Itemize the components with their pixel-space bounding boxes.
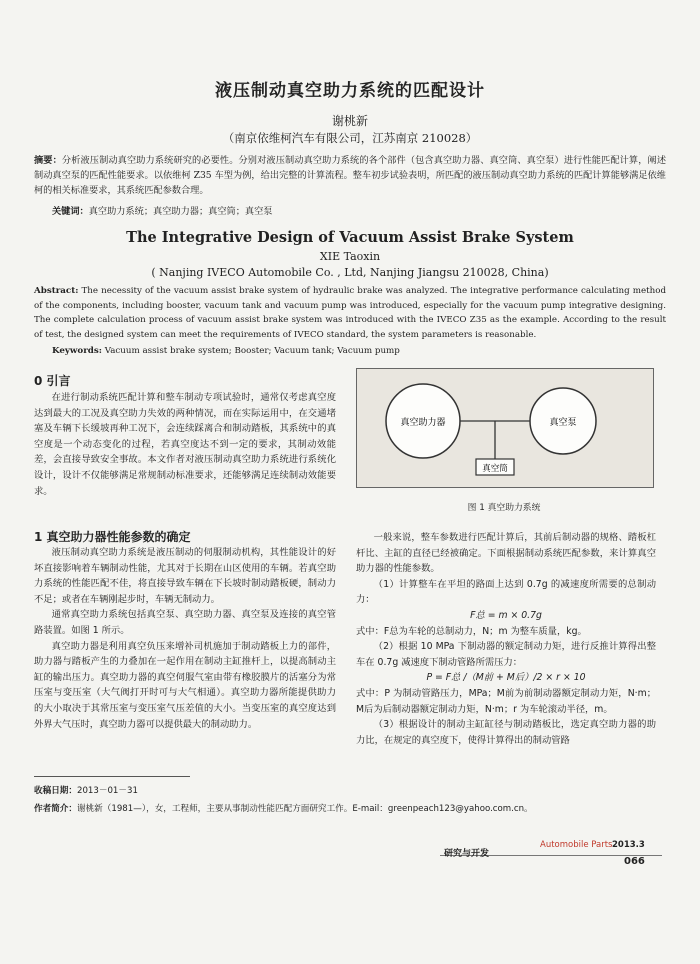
keywords-cn [52,203,273,217]
abstract-en-label: Abstract: [34,286,79,296]
keywords-cn-label: 关键词： [52,206,89,217]
right-para: 式中：F总为车轮的总制动力，N；m 为整车质量，kg。 [356,625,587,637]
page-number: 066 [624,856,645,867]
received-date: 2013－01－31 [76,786,138,796]
journal-name: Automobile Parts [540,840,613,850]
author-en: XIE Taoxin [319,250,381,263]
booster-label: 真空助力器 [400,418,446,428]
abstract-cn [34,153,666,198]
journal-issue: 2013.3 [612,840,645,850]
footnote-received [34,784,666,796]
author-name: 谢桃新 [331,114,368,128]
right-para: （1）计算整车在平坦的路面上达到 0.7g 的减速度所需要的总制动力： [356,578,656,606]
paper-title: 液压制动真空助力系统的匹配设计 [215,81,485,101]
right-column-body [356,530,656,748]
section-0-body [34,390,336,499]
abstract-en-text: The necessity of the vacuum assist brake system of hydraulic brake was analyzed. The integrative performance calculating method of the components, including booster, vacuum tank and vacuum pump was introduced, especially for the vacuum pump integrative designing. The complete calculation process of vacuum assist brake system was introduced with the IVECO Z35 as the example. According to the result of test, the designed system can meet the requirements of IVECO standard, the system parameters is reasonable. [34,286,667,340]
right-para: （3）根据设计的制动主缸缸径与制动踏板比，选定真空助力器的助力比，在规定的真空度下，使得计算得出的制动管路 [356,719,656,746]
abstract-en [34,284,666,342]
pump-label: 真空泵 [549,418,577,428]
received-label: 收稿日期： [34,786,77,796]
right-para: （2）根据 10 MPa 下制动器的额定制动力矩，进行反推计算得出整车在 0.7g 减速度下制动管路所需压力： [356,641,656,668]
bio-text: 谢桃新（1981—），女，工程师，主要从事制动性能匹配方面研究工作。E-mail：greenpeach123@yahoo.com.cn。 [76,804,533,814]
section-0-text: 在进行制动系统匹配计算和整车制动专项试验时，通常仅考虑真空度达到最大的工况及真空助力失效的两种情况，而在实际运用中，在交通堵塞及车辆下长缓坡再种工况下，会连续踩离合和制动踏板，其系统中的真空度是一个动态变化的过程，若真空度达不到一定的要求，其制动效能差，会直接导致安全事故。本文作者对液压制动真空助力系统进行系统化设计，设计不仅能够满足常规制动标准要求，还能够满足连续制动效能要求。 [34,392,336,497]
footnote-rule [34,776,190,777]
keywords-en-text: Vacuum assist brake system; Booster; Vacuum tank; Vacuum pump [104,346,400,356]
affiliation-en: ( Nanjing IVECO Automobile Co. , Ltd, Nanjing Jiangsu 210028, China) [151,266,549,279]
right-para: 一般来说，整车参数进行匹配计算后，其前后制动器的规格、踏板杠杆比、主缸的直径已经被确定。下面根据制动系统匹配参数，来计算真空助力器的性能参数。 [356,532,656,575]
abstract-cn-text: 分析液压制动真空助力系统研究的必要性。分别对液压制动真空助力系统的各个部件（包含真空助力器、真空筒、真空泵）进行性能匹配计算，阐述制动真空泵的匹配性能要求。以依维柯 Z35 车型为例，给出完整的计算流程。整车初步试验表明，所匹配的液压制动真空助力系统的匹配计算能够满足依维柯的相关标准要求，其系统匹配参数合理。 [34,155,667,196]
section-1-body [34,545,336,732]
keywords-en-label: Keywords: [52,346,102,356]
bio-label: 作者简介： [34,804,77,814]
formula-total-force: F总 = m × 0.7g [470,609,542,621]
section-1-para: 真空助力器是利用真空负压来增补司机施加于制动踏板上力的部件，助力器与踏板产生的力叠加在一起作用在制动主缸推杆上，以提高制动主缸的输出压力。真空助力器的真空伺服气室由带有橡胶膜片的活塞分为常压室与变压室（大气阀打开时可与大气相通）。真空助力器所能提供助力的大小取决于其常压室与变压室气压差值的大小。当变压室的真空度达到外界大气压时，真空助力器可以提供最大的制动助力。 [34,640,336,730]
section-0-heading: 0 引言 [34,374,71,388]
footnote-bio [34,802,666,814]
figure-vacuum-system [356,368,654,488]
abstract-cn-label: 摘要： [34,155,62,166]
keywords-en [52,346,400,356]
title-en: The Integrative Design of Vacuum Assist Brake System [126,229,574,246]
figure-diagram [357,369,653,487]
tank-label: 真空筒 [482,464,508,474]
figure-caption: 图 1 真空助力系统 [467,503,541,513]
right-para: 式中：P 为制动管路压力，MPa；M前为前制动器额定制动力矩，N·m；M后为后制动器额定制动力矩，N·m；r 为车轮滚动半径，m。 [356,687,656,715]
journal-section: 研究与开发 [444,849,490,859]
formula-pressure: P = F总 /（M前 + M后）/2 × r × 10 [426,672,586,684]
section-1-para: 通常真空助力系统包括真空泵、真空助力器、真空泵及连接的真空管路装置。如图 1 所示。 [34,609,336,636]
section-1-para: 液压制动真空助力系统是液压制动的伺服制动机构，其性能设计的好坏直接影响着车辆制动性能，尤其对于长期在山区使用的车辆。若真空助力系统的性能匹配不佳，将直接导致车辆在下长坡时制动踏板硬，制动力不足；或者在车辆刚起步时，车辆无制动力。 [34,547,336,605]
affiliation: （南京依维柯汽车有限公司，江苏南京 210028） [222,131,478,145]
keywords-cn-text: 真空助力系统；真空助力器；真空筒；真空泵 [88,206,273,217]
section-1-heading: 1 真空助力器性能参数的确定 [34,530,191,544]
